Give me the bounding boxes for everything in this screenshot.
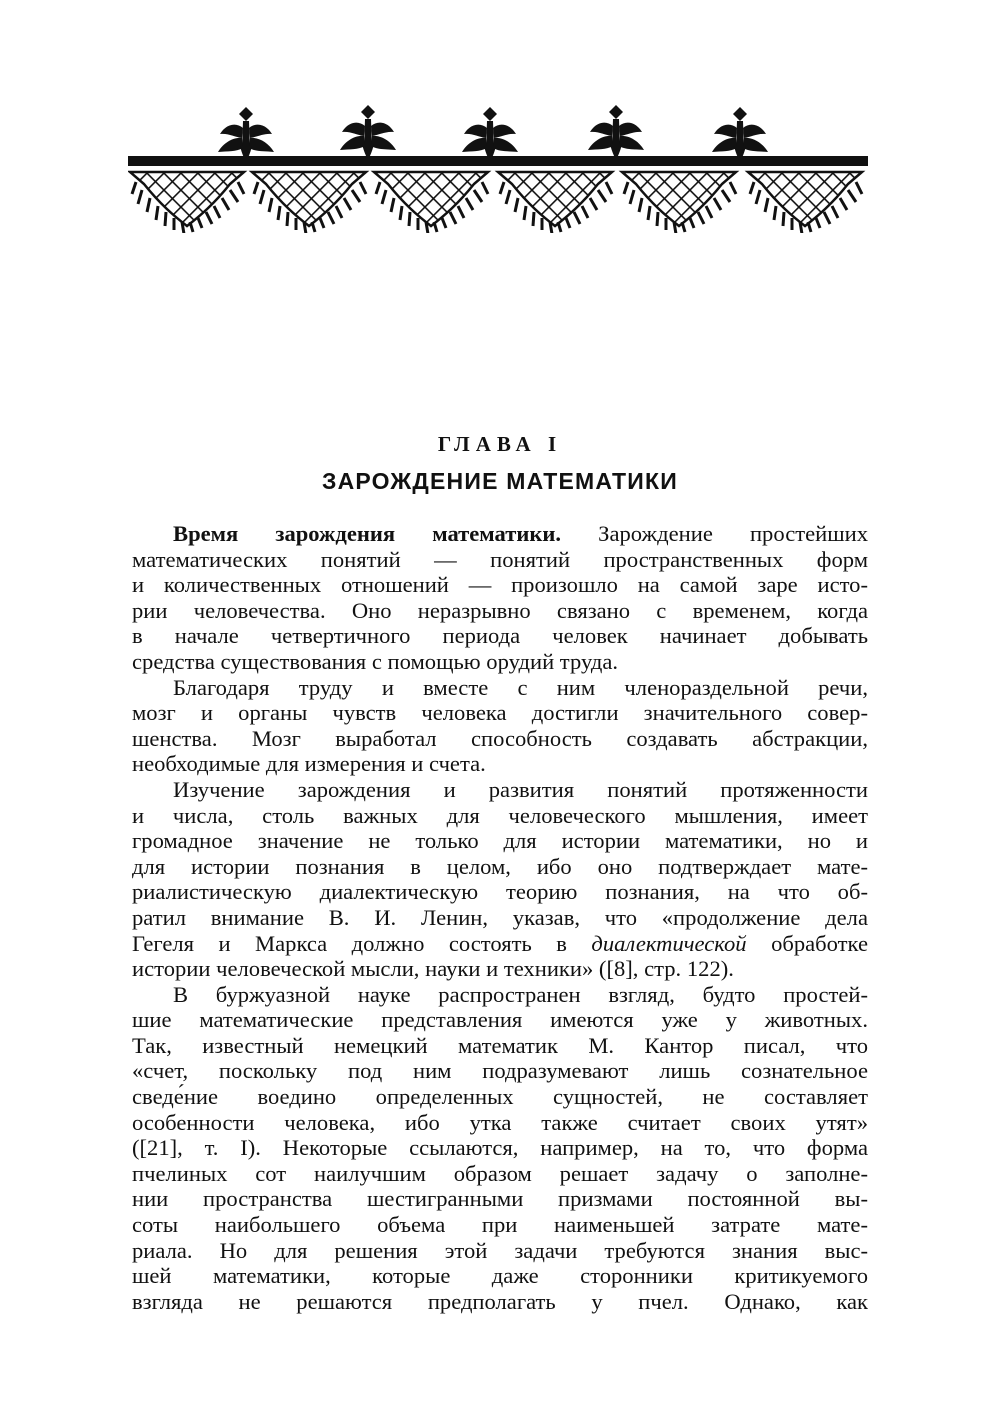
text-line: нии пространства шестигранными призмами постоянной вы- [132,1186,868,1212]
decorative-ornament-header [128,98,868,233]
body-text [132,521,868,1314]
text-line: Изучение зарождения и развития понятий протяженности [173,776,868,802]
text-line: сведе́ние воедино определенных сущностей, не составляет [132,1084,868,1110]
text-line: В буржуазной науке распространен взгляд, будто простей- [173,981,868,1007]
text-line: ([21], т. I). Некоторые ссылаются, например, на то, что форма [132,1135,868,1161]
paragraph-2 [132,675,868,777]
text-line: риала. Но для решения этой задачи требуются знания выс- [132,1237,868,1263]
text-line: Благодаря труду и вместе с ним членораздельной речи, [173,674,868,700]
text-line [132,521,868,547]
text-line: математических понятий — понятий пространственных форм [132,546,868,572]
text-line: взгляда не решаются предполагать у пчел. Однако, как [132,1288,868,1314]
paragraph-4 [132,982,868,1315]
text-line: ратил внимание В. И. Ленин, указав, что «продолжение дела [132,904,868,930]
text-line: особенности человека, ибо утка также считает своих утят» [132,1109,868,1135]
text-line: «счет, поскольку под ним подразумевают лишь сознательное [132,1058,868,1084]
text-line: Так, известный немецкий математик М. Кантор писал, что [132,1032,868,1058]
text-line: мозг и органы чувств человека достигли значительного совер- [132,700,868,726]
text-line [132,931,868,957]
text-line: и числа, столь важных для человеческого мышления, имеет [132,802,868,828]
text-line: необходимые для измерения и счета. [132,751,486,777]
paragraph-3 [132,777,868,982]
text-line: рии человечества. Оно неразрывно связано с временем, когда [132,597,868,623]
text-line: шие математические представления имеются уже у животных. [132,1007,868,1033]
text-line: истории человеческой мысли, науки и техники» ([8], стр. 122). [132,956,734,982]
chapter-title: ЗАРОЖДЕНИЕ МАТЕМАТИКИ [321,468,679,494]
text-segment: Гегеля и Маркса должно состоять в [132,930,567,956]
paragraph-lead-heading: Время зарождения математики. [173,521,562,546]
text-line: пчелиных сот наилучшим образом решает задачу о заполне- [132,1160,868,1186]
text-line: для истории познания в целом, ибо оно подтверждает мате- [132,853,868,879]
text-line-rest: Зарождение простейших [598,521,869,546]
text-line: громадное значение не только для истории математики, но и [132,828,868,854]
text-line: в начале четвертичного периода человек начинает добывать [132,623,868,649]
text-line: и количественных отношений — произошло на самой заре исто- [132,572,868,598]
italic-emphasis: диалектической [591,930,747,956]
text-line: риалистическую диалектическую теорию познания, на что об- [132,879,868,905]
paragraph-1 [132,521,868,675]
chapter-number: ГЛАВА I [437,432,563,456]
text-segment: обработке [771,930,868,956]
text-line: средства существования с помощью орудий труда. [132,648,618,674]
text-line: шей математики, которые даже сторонники критикуемого [132,1263,868,1289]
text-line: шенства. Мозг выработал способность создавать абстракции, [132,725,868,751]
text-line: соты наибольшего объема при наименьшей затрате мате- [132,1212,868,1238]
